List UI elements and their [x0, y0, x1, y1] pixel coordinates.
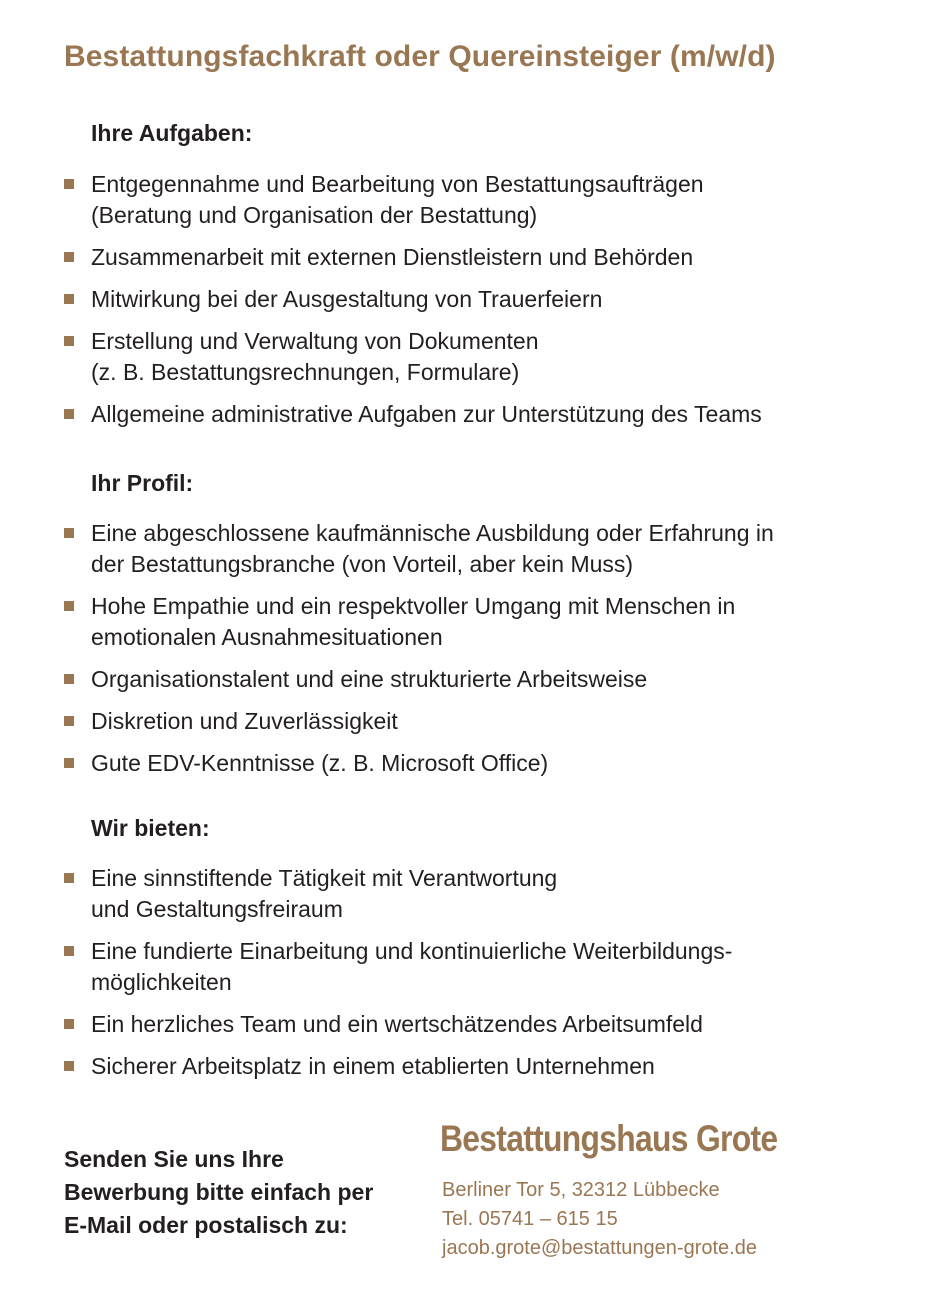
- list-item: Allgemeine administrative Aufgaben zur Unterstützung des Teams: [91, 401, 762, 427]
- list-item: Entgegennahme und Bearbeitung von Bestattungsaufträgen (Beratung und Organisation der Bestattung): [91, 171, 704, 228]
- page-title: Bestattungsfachkraft oder Quereinsteiger (m/w/d): [64, 40, 776, 73]
- list-item: Mitwirkung bei der Ausgestaltung von Trauerfeiern: [91, 286, 603, 312]
- tasks-heading: Ihre Aufgaben:: [91, 120, 253, 146]
- list-item: Eine fundierte Einarbeitung und kontinuierliche Weiterbildungs- möglichkeiten: [91, 938, 733, 995]
- bullet-icon: [64, 716, 74, 726]
- bullet-icon: [64, 873, 74, 883]
- list-item: Organisationstalent und eine strukturierte Arbeitsweise: [91, 666, 648, 692]
- list-item: Gute EDV-Kenntnisse (z. B. Microsoft Office): [91, 750, 549, 776]
- cta-line: Bewerbung bitte einfach per: [64, 1179, 374, 1205]
- company-address: Berliner Tor 5, 32312 Lübbecke: [442, 1179, 720, 1201]
- cta-line: Senden Sie uns Ihre: [64, 1146, 284, 1172]
- profile-heading: Ihr Profil:: [91, 470, 194, 496]
- list-item: Erstellung und Verwaltung von Dokumenten (z. B. Bestattungsrechnungen, Formulare): [91, 328, 539, 385]
- bullet-icon: [64, 601, 74, 611]
- bullet-icon: [64, 336, 74, 346]
- list-item: Eine abgeschlossene kaufmännische Ausbildung oder Erfahrung in der Bestattungsbranche (von Vorteil, aber kein Muss): [91, 520, 774, 577]
- company-phone: Tel. 05741 – 615 15: [442, 1208, 618, 1230]
- list-item: Hohe Empathie und ein respektvoller Umgang mit Menschen in emotionalen Ausnahmesituationen: [91, 593, 736, 650]
- company-name: Bestattungshaus Grote: [440, 1118, 778, 1159]
- application-call-to-action: [64, 1143, 373, 1242]
- list-item: Eine sinnstiftende Tätigkeit mit Verantwortung und Gestaltungsfreiraum: [91, 865, 558, 922]
- list-item: Diskretion und Zuverlässigkeit: [91, 708, 398, 734]
- list-item: Ein herzliches Team und ein wertschätzendes Arbeitsumfeld: [91, 1011, 703, 1037]
- company-email[interactable]: jacob.grote@bestattungen-grote.de: [442, 1237, 757, 1259]
- bullet-icon: [64, 946, 74, 956]
- cta-line: E-Mail oder postalisch zu:: [64, 1212, 348, 1238]
- list-item: Zusammenarbeit mit externen Dienstleistern und Behörden: [91, 244, 694, 270]
- list-item: Sicherer Arbeitsplatz in einem etablierten Unternehmen: [91, 1053, 655, 1079]
- bullet-icon: [64, 674, 74, 684]
- offer-heading: Wir bieten:: [91, 815, 210, 841]
- bullet-icon: [64, 409, 74, 419]
- bullet-icon: [64, 1061, 74, 1071]
- bullet-icon: [64, 294, 74, 304]
- bullet-icon: [64, 252, 74, 262]
- bullet-icon: [64, 179, 74, 189]
- bullet-icon: [64, 758, 74, 768]
- bullet-icon: [64, 1019, 74, 1029]
- bullet-icon: [64, 528, 74, 538]
